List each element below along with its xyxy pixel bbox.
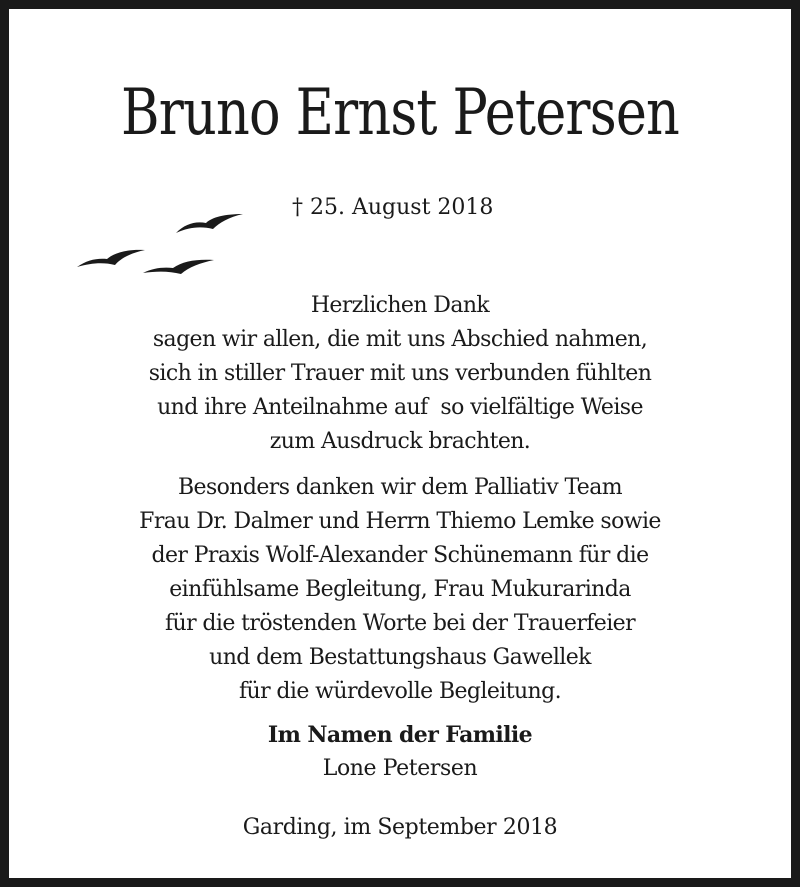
bird-icon [176, 214, 243, 233]
signature-heading: Im Namen der Familie [267, 722, 533, 748]
flying-birds-icon [73, 207, 253, 287]
thanks-paragraph [9, 289, 791, 459]
signature-name: Lone Petersen [322, 756, 478, 781]
special-thanks-line: für die würdevolle Begleitung. [239, 679, 561, 704]
thanks-line: zum Ausdruck brachten. [269, 429, 531, 454]
special-thanks-line: einfühlsame Begleitung, Frau Mukurarinda [169, 577, 631, 602]
bird-icon [143, 260, 214, 274]
deceased-name: Bruno Ernst Petersen [120, 76, 680, 150]
signature-block [9, 718, 791, 786]
death-date: † 25. August 2018 [292, 195, 494, 220]
special-thanks-line: Frau Dr. Dalmer und Herrn Thiemo Lemke sowie [139, 509, 661, 534]
special-thanks-line: und dem Bestattungshaus Gawellek [209, 645, 591, 670]
thanks-line: sagen wir allen, die mit uns Abschied nahmen, [152, 327, 648, 352]
special-thanks-line: der Praxis Wolf-Alexander Schünemann für die [151, 543, 649, 568]
special-thanks-paragraph [9, 471, 791, 709]
place-and-date: Garding, im September 2018 [242, 815, 558, 840]
special-thanks-line: Besonders danken wir dem Palliativ Team [177, 475, 623, 500]
bird-icon [77, 250, 145, 267]
thanks-line: Herzlichen Dank [310, 293, 490, 318]
thanks-line: sich in stiller Trauer mit uns verbunden fühlten [148, 361, 652, 386]
thanks-line: und ihre Anteilnahme auf so vielfältige Weise [157, 395, 643, 420]
special-thanks-line: für die tröstenden Worte bei der Trauerfeier [165, 611, 635, 636]
